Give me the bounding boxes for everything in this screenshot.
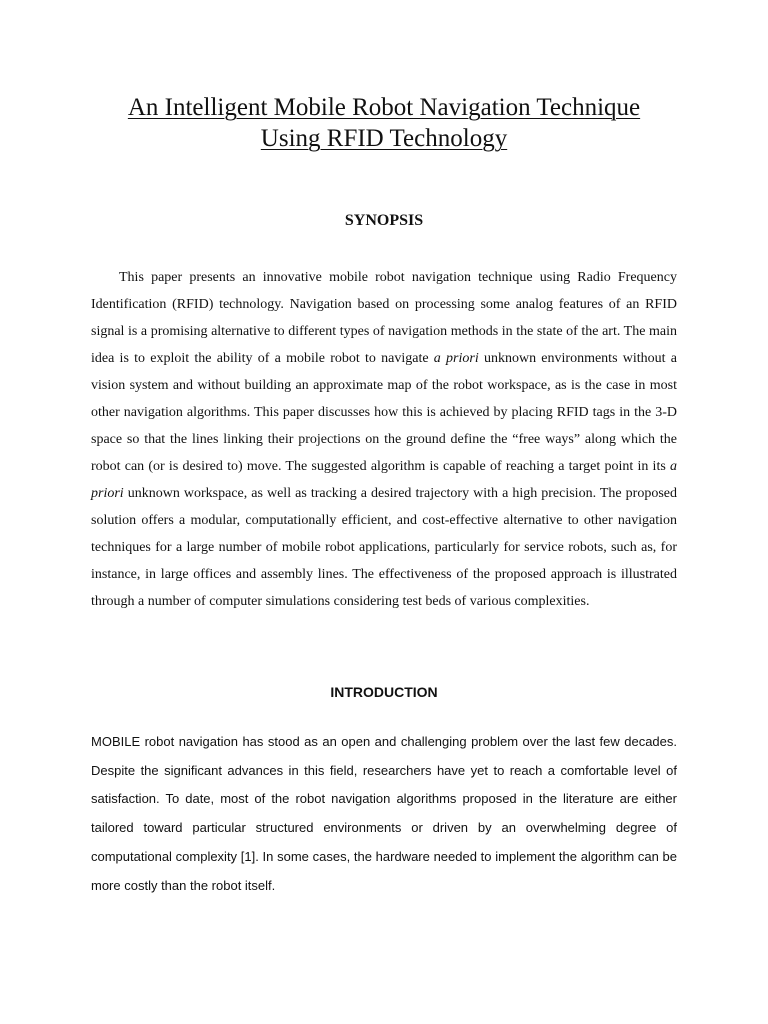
synopsis-italic-segment: a priori — [433, 351, 479, 366]
introduction-paragraph: MOBILE robot navigation has stood as an open and challenging problem over the last few decades. Despite the significant advances in this field, researchers have yet to reach a comfortable level of satisfaction. To date, most of the robot navigation algorithms proposed in the literature are either tailored toward particular structured environments or driven by an overwhelming degree of computational complexity [1]. In some cases, the hardware needed to implement the algorithm can be more costly than the robot itself. — [91, 734, 677, 893]
synopsis-italic-segment: a priori — [91, 459, 677, 501]
synopsis-text-segment: This paper presents an innovative mobile robot navigation technique using Radio Frequency Identification (RFID) technology. Navigation based on processing some analog features of an RFID signal is a promising alternative to different types of navigation methods in the state of the art. The main idea is to exploit the ability of a mobile robot to navigate — [91, 270, 677, 366]
synopsis-text-segment: unknown workspace, as well as tracking a desired trajectory with a high precision. The proposed solution offers a modular, computationally efficient, and cost-effective alternative to other navigation techniques for a large number of mobile robot applications, particularly for service robots, such as, for instance, in large offices and assembly lines. The effectiveness of the proposed approach is illustrated through a number of computer simulations considering test beds of various complexities. — [91, 486, 677, 609]
paper-title-line-2: Using RFID Technology — [260, 125, 508, 152]
paper-title — [60, 92, 708, 154]
synopsis-heading: SYNOPSIS — [344, 212, 424, 229]
paper-title-line-1: An Intelligent Mobile Robot Navigation Technique — [127, 94, 641, 121]
synopsis-text-segment: unknown environments without a vision system and without building an approximate map of the robot workspace, as is the case in most other navigation algorithms. This paper discusses how this is achieved by placing RFID tags in the 3-D space so that the lines linking their projections on the ground define the “free ways” along which the robot can (or is desired to) move. The suggested algorithm is capable of reaching a target point in its — [91, 351, 677, 474]
synopsis-paragraph — [91, 264, 677, 615]
introduction-heading: INTRODUCTION — [330, 684, 438, 700]
